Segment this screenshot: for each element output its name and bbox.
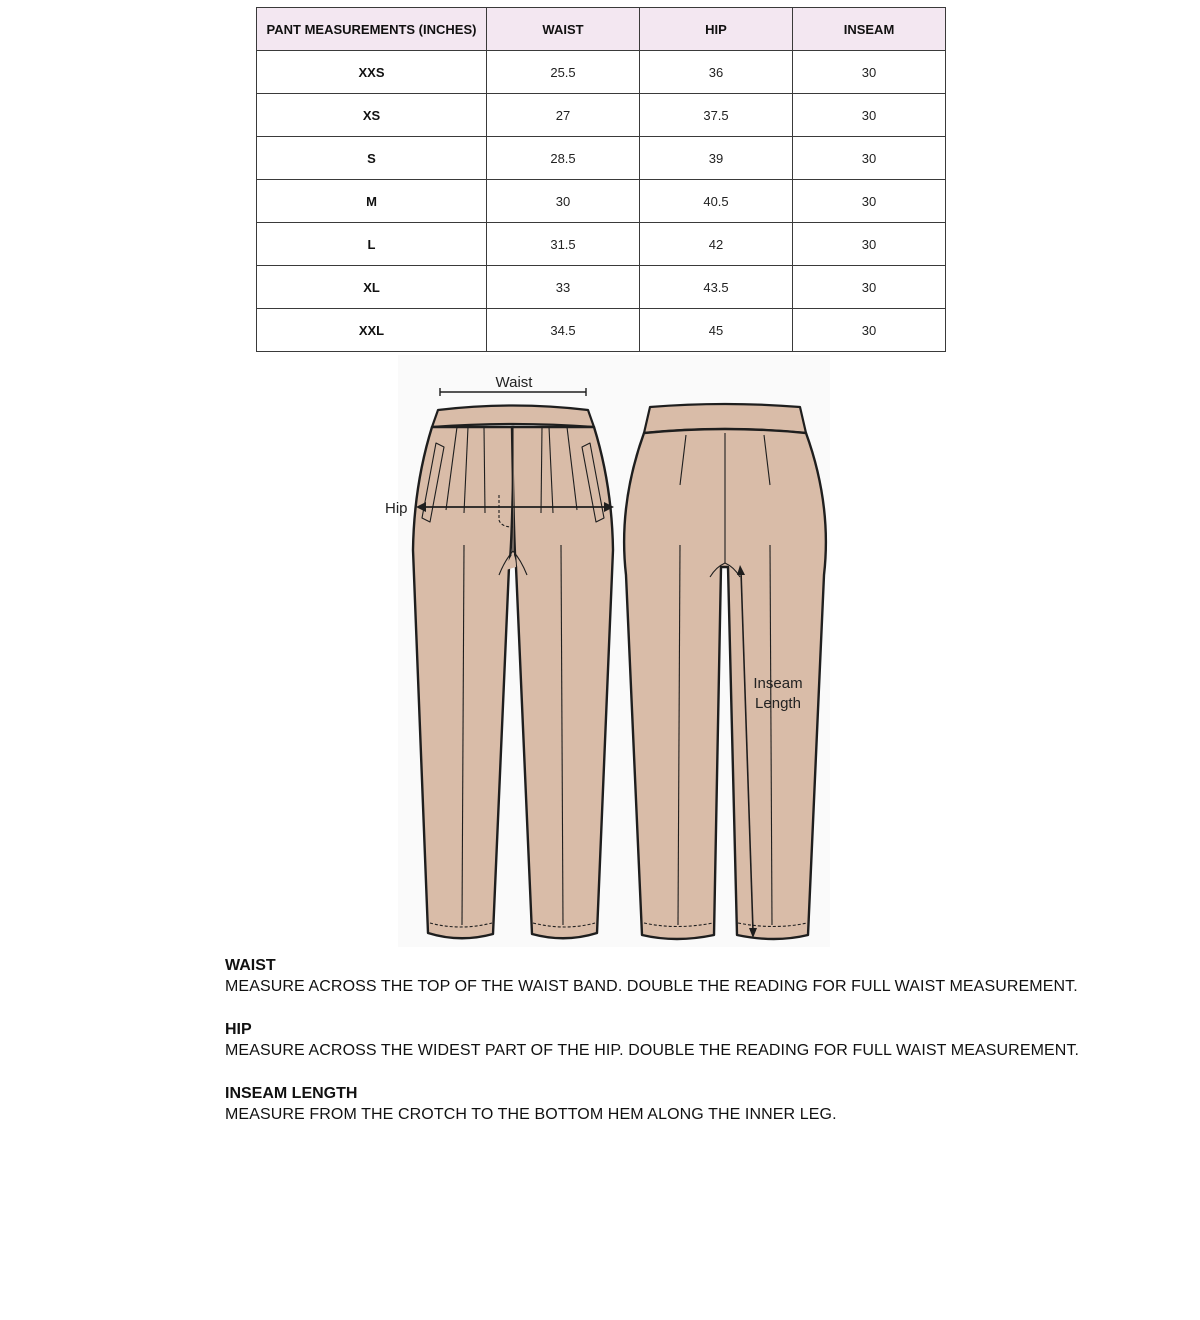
size-cell: S bbox=[257, 137, 487, 180]
hip-label: Hip bbox=[385, 500, 408, 517]
waist-cell: 33 bbox=[487, 266, 640, 309]
inseam-label-line2: Length bbox=[755, 695, 801, 712]
waist-cell: 34.5 bbox=[487, 309, 640, 352]
pants-measurement-diagram bbox=[380, 355, 832, 947]
column-header-hip: HIP bbox=[640, 8, 793, 51]
table-row bbox=[257, 309, 946, 352]
waist-label: Waist bbox=[495, 374, 533, 391]
inseam-cell: 30 bbox=[793, 309, 946, 352]
inseam-cell: 30 bbox=[793, 223, 946, 266]
hip-cell: 45 bbox=[640, 309, 793, 352]
waist-note bbox=[225, 955, 1125, 997]
hip-note-text: MEASURE ACROSS THE WIDEST PART OF THE HIP. DOUBLE THE READING FOR FULL WAIST MEASUREMENT. bbox=[225, 1042, 1080, 1059]
waist-cell: 30 bbox=[487, 180, 640, 223]
waist-cell: 25.5 bbox=[487, 51, 640, 94]
inseam-cell: 30 bbox=[793, 94, 946, 137]
table-row bbox=[257, 266, 946, 309]
size-cell: M bbox=[257, 180, 487, 223]
inseam-cell: 30 bbox=[793, 51, 946, 94]
hip-note bbox=[225, 1019, 1125, 1061]
size-cell: XXL bbox=[257, 309, 487, 352]
table-row bbox=[257, 51, 946, 94]
waist-cell: 27 bbox=[487, 94, 640, 137]
size-cell: XL bbox=[257, 266, 487, 309]
inseam-cell: 30 bbox=[793, 180, 946, 223]
waist-note-title: WAIST bbox=[225, 957, 276, 974]
size-cell: XS bbox=[257, 94, 487, 137]
waist-cell: 28.5 bbox=[487, 137, 640, 180]
inseam-cell: 30 bbox=[793, 137, 946, 180]
table-header-row bbox=[257, 8, 946, 51]
hip-cell: 43.5 bbox=[640, 266, 793, 309]
column-header-measurements: PANT MEASUREMENTS (INCHES) bbox=[257, 8, 487, 51]
inseam-note-text: MEASURE FROM THE CROTCH TO THE BOTTOM HEM ALONG THE INNER LEG. bbox=[225, 1106, 837, 1123]
hip-cell: 42 bbox=[640, 223, 793, 266]
inseam-cell: 30 bbox=[793, 266, 946, 309]
hip-cell: 36 bbox=[640, 51, 793, 94]
table-row bbox=[257, 137, 946, 180]
waist-note-text: MEASURE ACROSS THE TOP OF THE WAIST BAND. DOUBLE THE READING FOR FULL WAIST MEASUREMENT. bbox=[225, 978, 1078, 995]
inseam-label-line1: Inseam bbox=[753, 675, 803, 692]
table-row bbox=[257, 223, 946, 266]
size-cell: XXS bbox=[257, 51, 487, 94]
inseam-note bbox=[225, 1083, 1125, 1125]
hip-cell: 40.5 bbox=[640, 180, 793, 223]
size-chart-table bbox=[256, 7, 946, 352]
table-row bbox=[257, 180, 946, 223]
table-row bbox=[257, 94, 946, 137]
size-cell: L bbox=[257, 223, 487, 266]
waist-cell: 31.5 bbox=[487, 223, 640, 266]
measurement-instructions bbox=[225, 955, 1125, 1147]
hip-cell: 39 bbox=[640, 137, 793, 180]
hip-note-title: HIP bbox=[225, 1021, 252, 1038]
column-header-waist: WAIST bbox=[487, 8, 640, 51]
inseam-note-title: INSEAM LENGTH bbox=[225, 1085, 358, 1102]
column-header-inseam: INSEAM bbox=[793, 8, 946, 51]
hip-cell: 37.5 bbox=[640, 94, 793, 137]
